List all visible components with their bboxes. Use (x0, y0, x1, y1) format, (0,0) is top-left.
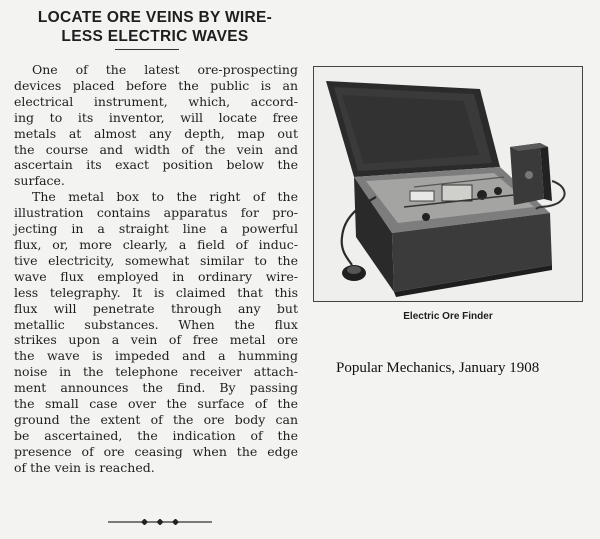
ore-finder-photo (313, 66, 583, 302)
source-note: Popular Mechanics, January 1908 (336, 360, 540, 376)
body-line: of the vein is reached. (14, 459, 155, 475)
figure-caption: Electric Ore Finder (403, 311, 493, 322)
body-line: be ascertained, the indication of the (14, 427, 298, 443)
body-line: metals at almost any depth, map out (14, 125, 298, 141)
body-line: jecting in a straight line a powerful (14, 221, 298, 237)
body-line: the wave is impeded and a humming (14, 348, 298, 364)
article-headline (10, 8, 300, 46)
body-line: wave flux employed in ordinary wire- (14, 268, 298, 284)
body-line: ment announces the find. By passing (14, 380, 298, 396)
body-line: surface. (14, 173, 65, 189)
body-line: the small case over the surface of the (14, 396, 298, 412)
body-line: the course and width of the vein and (14, 141, 298, 157)
headline-divider (115, 49, 179, 50)
body-line: strikes upon a vein of free metal ore (14, 332, 298, 348)
body-line: The metal box to the right of the (32, 189, 298, 205)
body-line: electrical instrument, which, accord- (14, 93, 298, 109)
body-line: One of the latest ore-prospecting (32, 62, 298, 77)
ore-finder-illustration (314, 67, 581, 300)
body-line: metallic substances. When the flux (14, 316, 298, 332)
article-body (14, 62, 298, 476)
body-line: tive electricity, somewhat similar to the (14, 252, 298, 268)
body-line: ground the extent of the ore body can (14, 411, 298, 427)
body-line: noise in the telephone receiver attach- (14, 364, 298, 380)
end-ornament (108, 519, 212, 525)
body-line: less telegraphy. It is claimed that this (14, 284, 298, 300)
body-line: flux will penetrate through any but (14, 300, 298, 316)
body-line: devices placed before the public is an (14, 77, 298, 93)
body-line: ascertain its exact position below the (14, 157, 298, 173)
body-line: illustration contains apparatus for pro- (14, 205, 298, 221)
headline-line-2: LESS ELECTRIC WAVES (61, 28, 249, 45)
body-line: presence of ore ceasing when the edge (14, 443, 298, 459)
body-line: ing to its inventor, will locate free (14, 109, 298, 125)
body-line: flux, or, more clearly, a field of induc- (14, 236, 298, 252)
headline-line-1: LOCATE ORE VEINS BY WIRE- (37, 9, 273, 26)
